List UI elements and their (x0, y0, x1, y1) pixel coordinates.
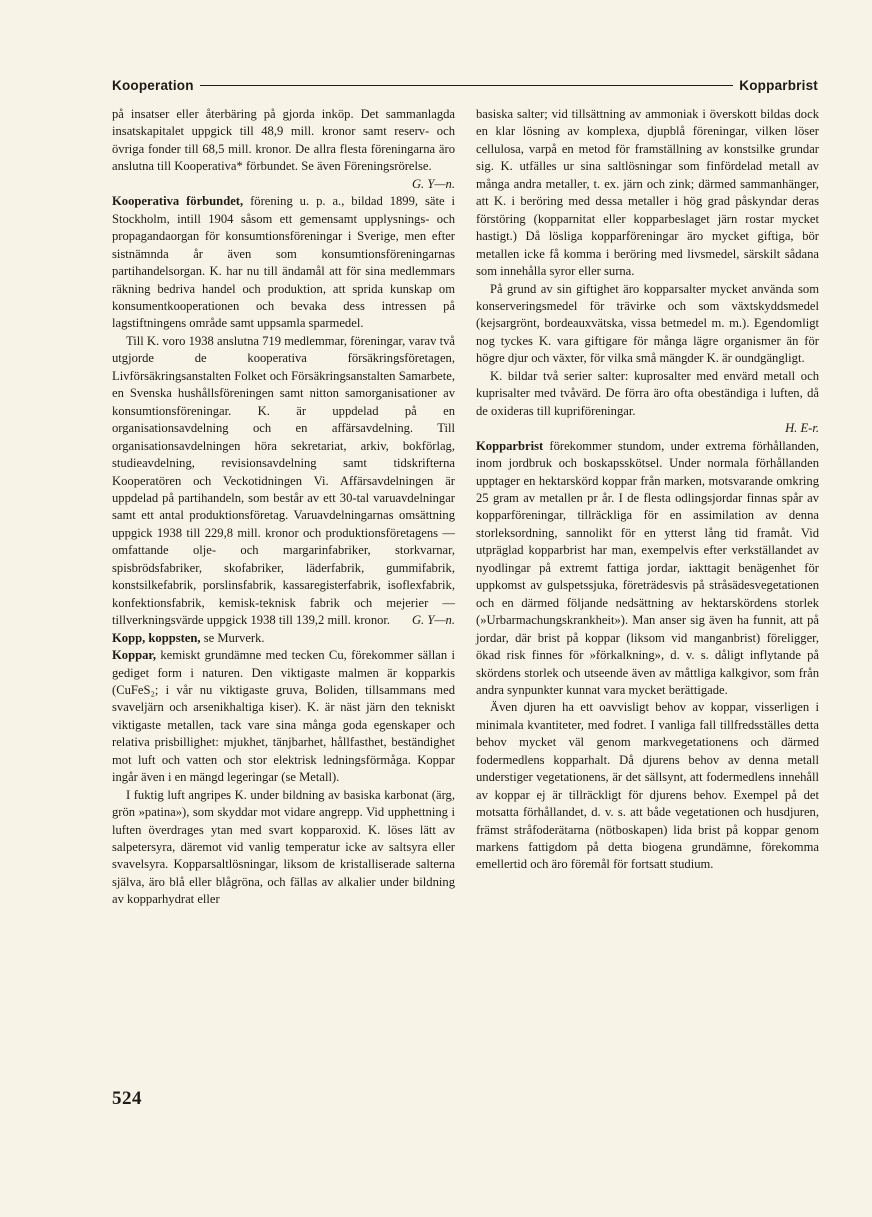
entry-kooperativa-forbundet (112, 193, 455, 333)
paragraph-text: på insatser eller återbäring på gjorda inköp. Det sammanlagda insatskapitalet uppgick till 48,9 mill. kronor samt reserv- och övriga fonder till 68,5 mill. kronor. De allra flesta föreningarna äro anslutna till Kooperativa* förbundet. Se även Föreningsrörelse. (112, 107, 455, 174)
paragraph-text: Även djuren ha ett oavvisligt behov av koppar, visserligen i minimala kvantiteter, med fodret. I vanliga fall tillfredsställes detta behov mycket väl genom markvegetationens och därmed fodermedlens kopparhalt. Då djurens behov av denna metall understiger vegetationens, är det sällsynt, att fodermedlens innehåll av koppar ej är tillräckligt för djurens behov. Exempel på det motsatta förhållandet, d. v. s. att både vegetationen och husdjuren, främst stråfoderätarna (nötboskapen) lida brist på koppar genom markens fattigdom på detta biogena grundämne, förekomma emellertid och äro föremål för fortsatt studium. (476, 700, 819, 872)
running-head-rule (200, 85, 734, 86)
running-head-right: Kopparbrist (739, 78, 818, 93)
right-column (476, 106, 819, 874)
entry-koppar (112, 647, 455, 787)
author-signature: G. Y—n. (411, 176, 455, 191)
paragraph (112, 787, 455, 909)
entry-text: kemiskt grundämne med tecken Cu, förekommer sällan i gediget form i naturen. Den viktigaste malmen är kopparkis (CuFeS₂; i vår nu viktigaste gruva, Boliden, tillsammans med svaveljärn och arsenikhaltiga kiser). K. är näst järn den tekniskt viktigaste metallen, tack vare sina många goda egenskaper och relativa prisbillighet: mjukhet, tänjbarhet, hållfasthet, beständighet mot luft och vatten och stor elektrisk ledningsförmåga. Koppar ingår även i en mängd legeringar (se Metall). (112, 648, 455, 785)
paragraph-continuation (112, 106, 455, 193)
paragraph-text: basiska salter; vid tillsättning av ammoniak i överskott bildas dock en klar lösning av komplexa, djupblå föreningar, vilken löser cellulosa, varpå en metod för framställning av konstsilke grundar sig. K. utfälles ur sina saltlösningar som finfördelad metall av många andra metaller, t. ex. järn och zink; därmed sammanhänger, att K. i beröring med dessa metaller i hög grad påskyndar deras förstöring (kopparnitat eller kopparbeslaget järn rostar mycket hastigt.) Då lösliga kopparföreningar äro mycket giftiga, bör metallen icke få komma i beröring med livsmedel, särskilt sådana som innehålla syror eller surna. (476, 107, 819, 279)
paragraph (476, 699, 819, 874)
author-signature: H. E-r. (785, 421, 819, 436)
entry-text: se Murverk. (200, 630, 265, 645)
paragraph-text: I fuktig luft angripes K. under bildning av basiska karbonat (ärg, grön »patina»), som skyddar mot vidare angrepp. Vid upphettning i luften överdrages ytan med svart kopparoxid. K. löses lätt av salpetersyra, däremot vid vanlig temperatur icke av saltsyra eller svavelsyra. Kopparsaltlösningar, liksom de kristalliserade salterna själva, äro blå eller blågröna, och fällas av alkalier under bildning av kopparhydrat eller (112, 787, 455, 907)
entry-headword: Kooperativa förbundet, (112, 194, 244, 209)
paragraph-text: Till K. voro 1938 anslutna 719 medlemmar, föreningar, varav två utgjorde de kooperativa försäkringsföretagen, Livförsäkringsanstalten Folket och Försäkringsanstalten Samarbete, en Svenska hushållsföreningen samt nitton samorganisationer av konsumtionsföreningar. K. är uppdelad på en organisationsavdelning och en affärsavdelning. Till organisationsavdelningen höra sekretariat, arkiv, bokförlag, studieavdelning, revisionsavdelning samt tidskrifterna Kooperatören och Veckotidningen Vi. Affärsavdelningen är uppdelad på partihandeln, som består av ett 30-tal varuavdelningar samt ett antal produktionsföretag. Varuavdelningarnas omsättning uppgick 1938 till 229,8 mill. kronor och produktionsföretagens — omfattande olje- och margarinfabriker, storkvarnar, spisbrödsfabriker, skofabriker, läderfabrik, gummifabrik, konstsilkefabrik, porslinsfabrik, kassaregisterfabrik, isoflexfabrik, konfektionsfabrik, kemisk-teknisk fabrik och mejerier — tillverkningsvärde uppgick 1938 till 139,2 mill. kronor. (112, 333, 455, 628)
entry-text: förekommer stundom, under extrema förhållanden, inom jordbruk och boskapsskötsel. Under normala förhållanden upptager en hektarskörd koppar från marken, motsvarande omkring 25 gram av metallen pr år. I de flesta odlingsjordar finnas spår av kopparföreningar, tillräckliga för en assimilation av denna storleksordning, sannolikt för en ytterst lång tid framåt. Vid utpräglad kopparbrist har man, exempelvis efter verkställandet av nyodlingar på extremt fattiga jordar, iakttagit benägenhet för uppkomst av gulspetssjuka, företrädesvis på stråsädesvegetationen och en därmed följande nedsättning av hektarskördens storlek (»Urbarmachungskrankheit»). Man anser sig även ha funnit, att på jordar, där brist på koppar (liksom vid manganbrist) föreligger, ökad risk finnes för »förkalkning», d. v. s. dåligt inflytande på skördens storlek och utseende även av måttliga kalkgivor, som från andra synpunkter kunnat vara mycket berättigade. (476, 438, 819, 697)
entry-text: förening u. p. a., bildad 1899, säte i Stockholm, intill 1904 såsom ett gemensamt upplysnings- och propagandaorgan för konsumtionsföreningar i Sverige, men efter sistnämnda år även som konsumtionsföreningarnas partihandelsorgan. K. har nu till ändamål att för sina medlemmars räkning bedriva handel och produktion, att sprida kunskap om konsumentkooperationen och bevaka dess intressen på lagstiftningens område samt uppsamla sparmedel. (112, 194, 455, 331)
paragraph (112, 333, 455, 630)
author-signature: G. Y—n. (411, 613, 455, 628)
paragraph (476, 368, 819, 438)
entry-headword: Koppar, (112, 648, 156, 663)
entry-headword: Kopparbrist (476, 438, 544, 453)
paragraph-text: K. bildar två serier salter: kuprosalter med envärd metall och kuprisalter med tvåvärd. De förra äro ofta obeständiga i luften, då de oxideras till kupriföreningar. (476, 368, 819, 418)
running-head (112, 78, 818, 93)
entry-kopparbrist (476, 438, 819, 700)
paragraph-text: På grund av sin giftighet äro kopparsalter mycket använda som konserveringsmedel för trävirke och som växtskyddsmedel (kejsargrönt, bordeauxvätska, vissa betmedel m. m.). Egendomligt nog tyckes K. vara giftigare för många lägre organismer än för högre djur och växter, för vilka små mängder K. är oundgängligt. (476, 281, 819, 366)
left-column (112, 106, 455, 909)
running-head-left: Kooperation (112, 78, 194, 93)
page-number: 524 (112, 1088, 142, 1109)
entry-headword: Kopp, koppsten, (112, 630, 201, 645)
paragraph-continuation (476, 106, 819, 281)
entry-kopp (112, 630, 455, 647)
paragraph (476, 281, 819, 368)
